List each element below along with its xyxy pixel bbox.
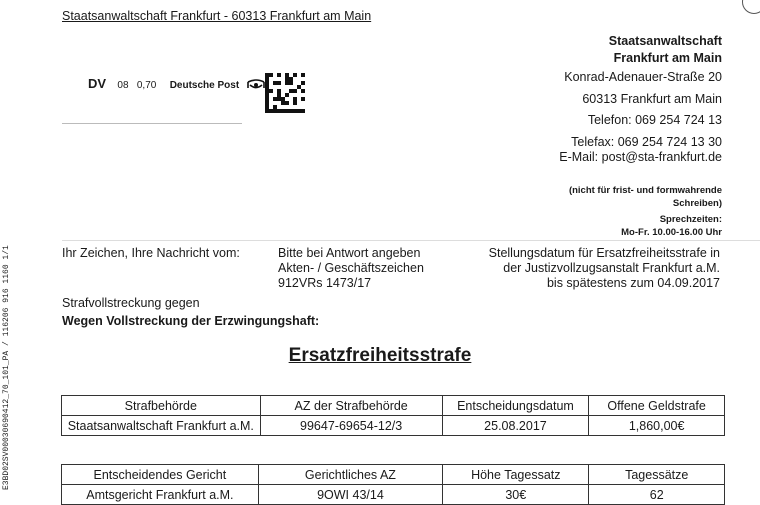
table-cell: 99647-69654-12/3 xyxy=(260,416,442,436)
authority-name: Staatsanwaltschaft xyxy=(608,34,722,48)
address-fax: Telefax: 069 254 724 13 30 xyxy=(571,135,722,149)
window-marker-line xyxy=(62,123,242,124)
table-header-cell: Offene Geldstrafe xyxy=(589,396,725,416)
table-header-cell: Strafbehörde xyxy=(62,396,261,416)
your-reference-label: Ihr Zeichen, Ihre Nachricht vom: xyxy=(62,246,240,260)
authority-city: Frankfurt am Main xyxy=(613,51,722,65)
file-reference-line-2: Akten- / Geschäftszeichen xyxy=(278,261,424,275)
address-street: Konrad-Adenauer-Straße 20 xyxy=(564,70,722,84)
table-header-cell: Höhe Tagessatz xyxy=(443,465,589,485)
table-cell: 1,860,00€ xyxy=(589,416,725,436)
file-reference xyxy=(278,246,424,291)
enforcement-reason: Wegen Vollstreckung der Erzwingungshaft: xyxy=(62,314,320,328)
table-header-row xyxy=(62,396,725,416)
office-hours xyxy=(621,213,722,239)
table-cell: 9OWI 43/14 xyxy=(258,485,442,505)
note-text xyxy=(569,184,722,210)
table-cell: 62 xyxy=(589,485,725,505)
franking-dv: DV xyxy=(88,76,107,91)
sender-return-line: Staatsanwaltschaft Frankfurt - 60313 Frankfurt am Main xyxy=(62,9,372,23)
address-email: E-Mail: post@sta-frankfurt.de xyxy=(559,150,722,164)
table-cell: 30€ xyxy=(443,485,589,505)
note-line-2: Schreiben) xyxy=(672,198,722,209)
enforcement-against: Strafvollstreckung gegen xyxy=(62,296,200,310)
office-hours-value: Mo-Fr. 10.00-16.00 Uhr xyxy=(621,227,722,238)
address-zip-city: 60313 Frankfurt am Main xyxy=(582,92,722,106)
penalty-table xyxy=(61,395,725,436)
file-reference-line-1: Bitte bei Antwort angeben xyxy=(278,246,421,260)
authority-header xyxy=(609,33,722,67)
file-reference-number: 912VRs 1473/17 xyxy=(278,276,372,290)
address-phone: Telefon: 069 254 724 13 xyxy=(587,113,722,127)
page-title: Ersatzfreiheitsstrafe xyxy=(288,345,472,366)
table-header-cell: AZ der Strafbehörde xyxy=(260,396,442,416)
fold-line xyxy=(62,240,760,241)
corner-circle-mark xyxy=(742,0,760,14)
note-line-1: (nicht für frist- und formwahrende xyxy=(568,185,722,196)
table-header-cell: Entscheidungsdatum xyxy=(442,396,589,416)
postage-franking xyxy=(88,76,266,92)
table-header-row xyxy=(62,465,725,485)
report-deadline-line-3: bis spätestens zum 04.09.2017 xyxy=(546,276,720,290)
table-header-cell: Entscheidendes Gericht xyxy=(62,465,259,485)
vertical-document-code: E3BD02SV00030690412_70_101_PA / 116206 916 1160 1/1 xyxy=(2,245,11,490)
datamatrix-code-icon xyxy=(265,73,305,113)
table-row xyxy=(62,485,725,505)
office-hours-label: Sprechzeiten: xyxy=(659,214,722,225)
table-cell: Staatsanwaltschaft Frankfurt a.M. xyxy=(62,416,261,436)
franking-amount: 0,70 xyxy=(136,80,157,91)
report-deadline-line-1: Stellungsdatum für Ersatzfreiheitsstrafe in xyxy=(488,246,720,260)
table-row xyxy=(62,416,725,436)
report-deadline xyxy=(489,246,720,291)
table-cell: 25.08.2017 xyxy=(442,416,589,436)
post-horn-icon xyxy=(246,78,266,92)
franking-code: 08 xyxy=(117,80,129,91)
table-header-cell: Gerichtliches AZ xyxy=(258,465,442,485)
franking-carrier: Deutsche Post xyxy=(169,80,240,91)
report-deadline-line-2: der Justizvollzugsanstalt Frankfurt a.M. xyxy=(503,261,720,275)
court-table xyxy=(61,464,725,505)
table-header-cell: Tagessätze xyxy=(589,465,725,485)
table-cell: Amtsgericht Frankfurt a.M. xyxy=(62,485,259,505)
